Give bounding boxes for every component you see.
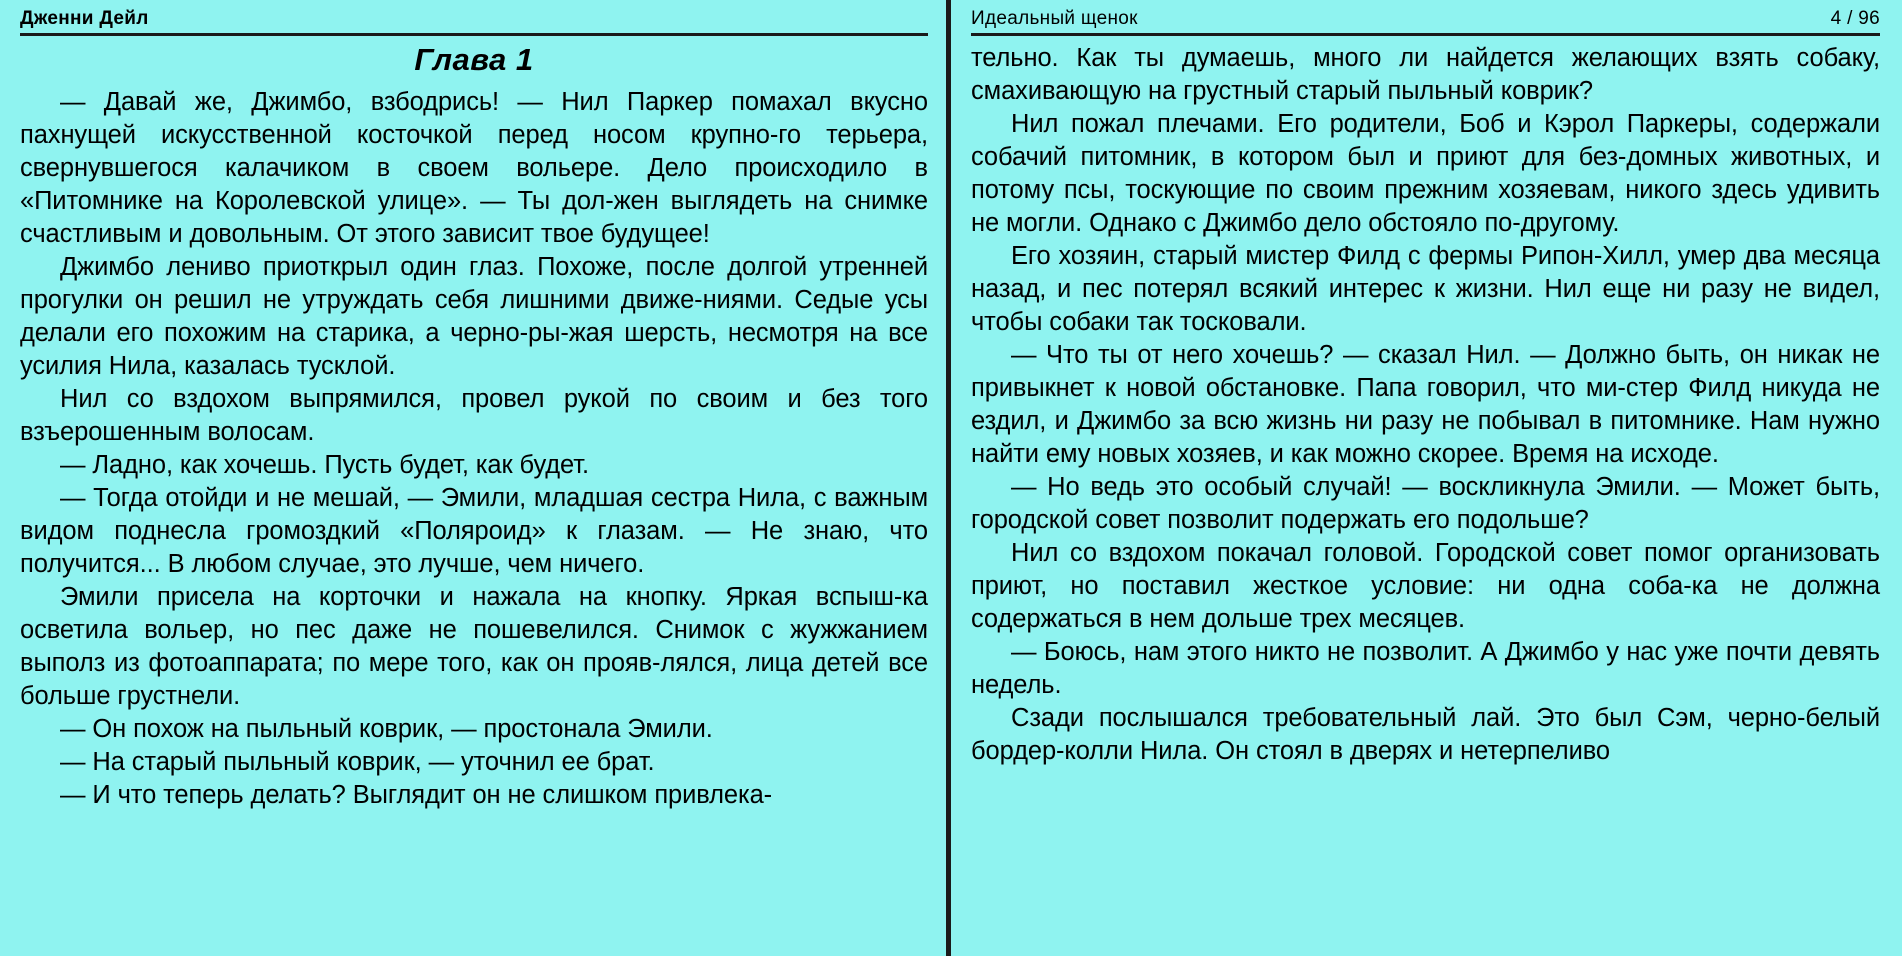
paragraph: — Боюсь, нам этого никто не позволит. А Джимбо у нас уже почти девять недель.	[971, 638, 1880, 700]
paragraph: — На старый пыльный коврик, — уточнил ее брат.	[60, 748, 655, 777]
paragraph: — Он похож на пыльный коврик, — простонала Эмили.	[60, 715, 713, 744]
page-right-header	[971, 8, 1880, 36]
book-title: Идеальный щенок	[971, 8, 1138, 29]
paragraph: — Давай же, Джимбо, взбодрись! — Нил Паркер помахал вкусно пахнущей искусственной косточкой перед носом крупно-го терьера, свернувшегося калачиком в своем вольере. Дело происходило в «Питомнике на Королевской улице». — Ты дол-жен выглядеть на снимке счастливым и довольным. От этого зависит твое будущее!	[20, 88, 928, 249]
paragraph: Нил пожал плечами. Его родители, Боб и Кэрол Паркеры, содержали собачий питомник, в котором был и приют для без-домных животных, и потому псы, тоскующие по своим прежним хозяевам, никого здесь удивить не могли. Однако с Джимбо дело обстояло по-другому.	[971, 110, 1880, 238]
paragraph: Эмили присела на корточки и нажала на кнопку. Яркая вспыш-ка осветила вольер, но пес даже не пошевелился. Снимок с жужжанием выполз из фотоаппарата; по мере того, как он прояв-лялся, лица детей все больше грустнели.	[20, 583, 928, 711]
page-left-header	[20, 8, 928, 36]
paragraph: Нил со вздохом выпрямился, провел рукой по своим и без того взъерошенным волосам.	[20, 385, 928, 447]
paragraph: Нил со вздохом покачал головой. Городской совет помог организовать приют, но поставил жесткое условие: ни одна соба-ка не должна содержаться в нем дольше трех месяцев.	[971, 539, 1880, 634]
page-right	[951, 0, 1902, 956]
paragraph: Его хозяин, старый мистер Филд с фермы Рипон-Хилл, умер два месяца назад, и пес потерял всякий интерес к жизни. Нил еще ни разу не видел, чтобы собаки так тосковали.	[971, 242, 1880, 337]
page-indicator: 4 / 96	[1830, 8, 1880, 29]
paragraph: — Но ведь это особый случай! — воскликнула Эмили. — Может быть, городской совет позволит подержать его подольше?	[971, 473, 1880, 535]
paragraph: Сзади послышался требовательный лай. Это был Сэм, черно-белый бордер-колли Нила. Он стоял в дверях и нетерпеливо	[971, 704, 1880, 766]
paragraph: — Ладно, как хочешь. Пусть будет, как будет.	[60, 451, 590, 480]
paragraph: тельно. Как ты думаешь, много ли найдется желающих взять собаку, смахивающую на грустный старый пыльный коврик?	[971, 44, 1880, 106]
paragraph: — Тогда отойди и не мешай, — Эмили, младшая сестра Нила, с важным видом поднесла громоздкий «Поляроид» к глазам. — Не знаю, что получится... В любом случае, это лучше, чем ничего.	[20, 484, 928, 579]
paragraph: Джимбо лениво приоткрыл один глаз. Похоже, после долгой утренней прогулки он решил не утруждать себя лишними движе-ниями. Седые усы делали его похожим на старика, а черно-ры-жая шерсть, несмотря на все усилия Нила, казалась тусклой.	[20, 253, 928, 381]
paragraph: — Что ты от него хочешь? — сказал Нил. — Должно быть, он никак не привыкнет к новой обстановке. Папа говорил, что ми-стер Филд никуда не ездил, и Джимбо за всю жизнь ни разу не побывал в питомнике. Нам нужно найти ему новых хозяев, и как можно скорее. Время на исходе.	[971, 341, 1880, 469]
author-name: Дженни Дейл	[20, 8, 149, 29]
chapter-title: Глава 1	[414, 42, 534, 77]
paragraph: — И что теперь делать? Выглядит он не слишком привлека-	[60, 781, 773, 810]
